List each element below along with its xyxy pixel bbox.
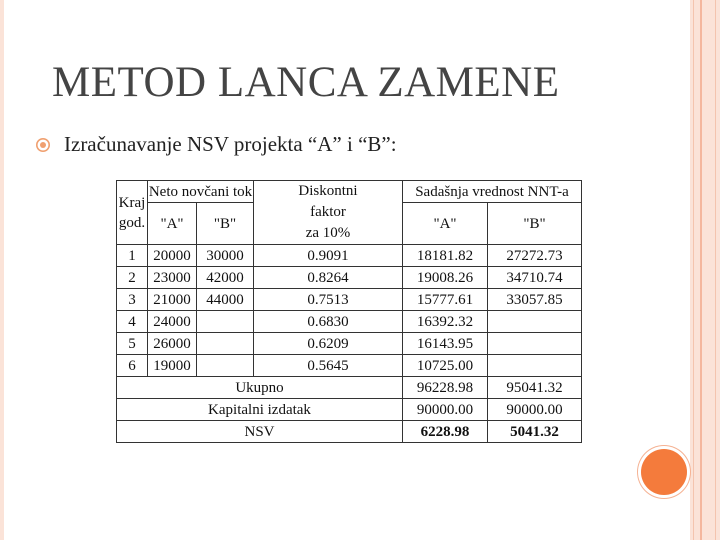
table-cell: 21000 <box>148 289 197 311</box>
table-cell: 26000 <box>148 333 197 355</box>
left-border <box>0 0 4 540</box>
npv-label: NSV <box>117 421 403 443</box>
capital-pv-a: 90000.00 <box>403 399 488 421</box>
table-cell: 0.8264 <box>254 267 403 289</box>
total-label: Ukupno <box>117 377 403 399</box>
header-net-cash-flow: Neto novčani tok <box>148 181 254 203</box>
table-cell: 16143.95 <box>403 333 488 355</box>
table-cell <box>197 333 254 355</box>
table-cell <box>488 355 582 377</box>
table-row <box>117 311 582 333</box>
table-cell: 16392.32 <box>403 311 488 333</box>
table-row <box>117 245 582 267</box>
capital-label: Kapitalni izdatak <box>117 399 403 421</box>
table-cell: 42000 <box>197 267 254 289</box>
header-year: Kraj god. <box>117 181 148 245</box>
decorative-circle <box>641 449 687 495</box>
bullet-item <box>36 132 397 157</box>
table-cell: 18181.82 <box>403 245 488 267</box>
npv-table <box>116 180 582 443</box>
table-cell: 1 <box>117 245 148 267</box>
total-pv-b: 95041.32 <box>488 377 582 399</box>
table-cell: 6 <box>117 355 148 377</box>
table-cell: 24000 <box>148 311 197 333</box>
header-pv-a: "A" <box>403 203 488 245</box>
table-cell: 34710.74 <box>488 267 582 289</box>
total-pv-a: 96228.98 <box>403 377 488 399</box>
table-row <box>117 333 582 355</box>
right-frame-line <box>715 0 716 540</box>
table-cell: 0.9091 <box>254 245 403 267</box>
bullet-text: Izračunavanje NSV projekta “A” i “B”: <box>64 132 397 156</box>
right-frame-line <box>693 0 694 540</box>
table-cell: 44000 <box>197 289 254 311</box>
table-cell: 27272.73 <box>488 245 582 267</box>
table-cell: 19008.26 <box>403 267 488 289</box>
table-cell: 0.6209 <box>254 333 403 355</box>
table-row <box>117 355 582 377</box>
header-pv-b: "B" <box>488 203 582 245</box>
table-cell: 15777.61 <box>403 289 488 311</box>
header-present-value: Sadašnja vrednost NNT-a <box>403 181 582 203</box>
table-cell: 10725.00 <box>403 355 488 377</box>
npv-row <box>117 421 582 443</box>
table-cell <box>488 333 582 355</box>
table-row <box>117 289 582 311</box>
table-cell: 4 <box>117 311 148 333</box>
table-cell: 23000 <box>148 267 197 289</box>
table-cell: 20000 <box>148 245 197 267</box>
table-cell <box>197 311 254 333</box>
slide-title: METOD LANCA ZAMENE <box>52 59 560 106</box>
capital-pv-b: 90000.00 <box>488 399 582 421</box>
table-cell: 2 <box>117 267 148 289</box>
right-frame-line <box>700 0 702 540</box>
table-cell: 0.6830 <box>254 311 403 333</box>
total-row <box>117 377 582 399</box>
header-b: "B" <box>197 203 254 245</box>
capital-row <box>117 399 582 421</box>
table-cell: 30000 <box>197 245 254 267</box>
npv-b: 5041.32 <box>488 421 582 443</box>
table-cell: 3 <box>117 289 148 311</box>
table-cell: 33057.85 <box>488 289 582 311</box>
table-cell <box>197 355 254 377</box>
table-cell <box>488 311 582 333</box>
header-discount-factor: Diskontni faktor za 10% <box>254 181 403 245</box>
sun-bullet-icon <box>36 138 50 152</box>
table-cell: 0.7513 <box>254 289 403 311</box>
table-cell: 5 <box>117 333 148 355</box>
npv-a: 6228.98 <box>403 421 488 443</box>
header-a: "A" <box>148 203 197 245</box>
table-cell: 19000 <box>148 355 197 377</box>
table-row <box>117 267 582 289</box>
table-cell: 0.5645 <box>254 355 403 377</box>
